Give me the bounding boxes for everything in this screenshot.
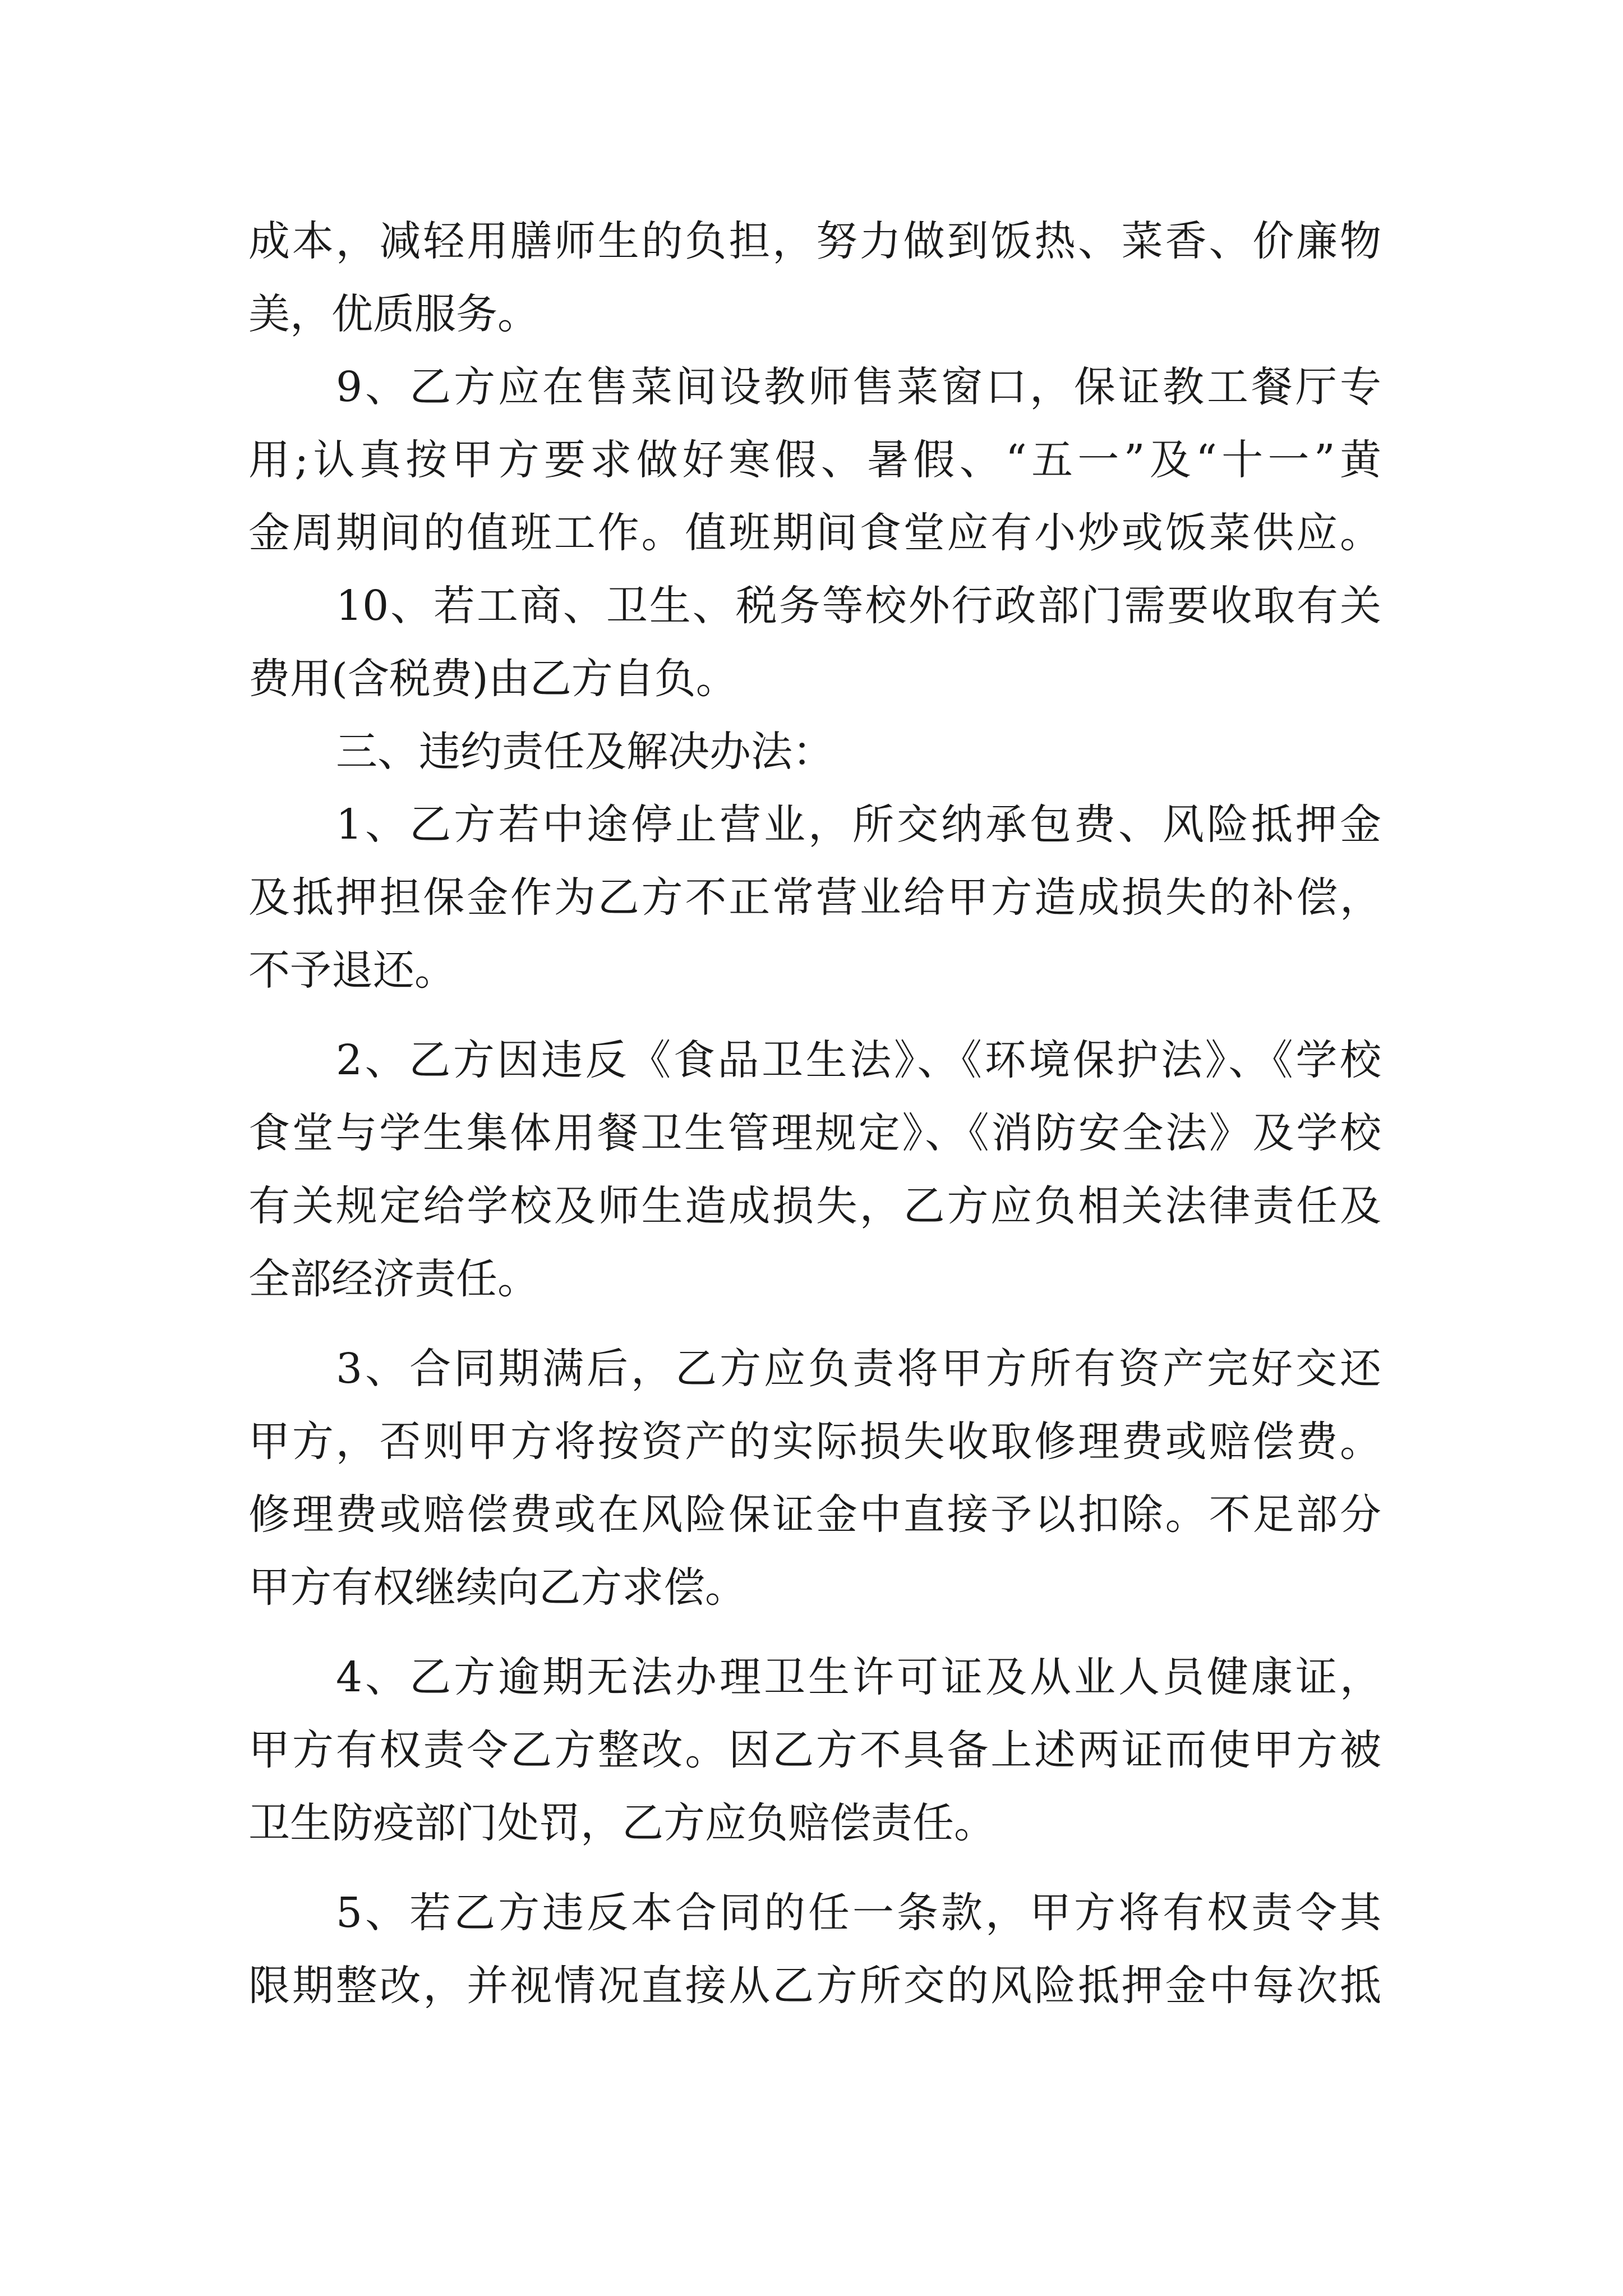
text-line: 甲方有权责令乙方整改。因乙方不具备上述两证而使甲方被 [248, 1726, 1381, 1774]
text-line: 用;认真按甲方要求做好寒假、暑假、“五一”及“十一”黄 [248, 436, 1381, 484]
text-line: 卫生防疫部门处罚，乙方应负赔偿责任。 [248, 1799, 995, 1847]
text-line: 甲方，否则甲方将按资产的实际损失收取修理费或赔偿费。 [248, 1418, 1381, 1466]
text-line: 9、乙方应在售菜间设教师售菜窗口，保证教工餐厅专 [336, 363, 1381, 411]
text-line: 费用(含税费)由乙方自负。 [248, 655, 737, 703]
text-line: 2、乙方因违反《食品卫生法》、《环境保护法》、《学校 [336, 1036, 1381, 1084]
text-line: 甲方有权继续向乙方求偿。 [248, 1563, 746, 1612]
text-line: 成本，减轻用膳师生的负担，努力做到饭热、菜香、价廉物 [248, 217, 1381, 265]
text-line: 限期整改，并视情况直接从乙方所交的风险抵押金中每次抵 [248, 1962, 1381, 2010]
text-line: 不予退还。 [248, 946, 456, 995]
text-line: 4、乙方逾期无法办理卫生许可证及从业人员健康证， [336, 1653, 1381, 1701]
text-line: 10、若工商、卫生、税务等校外行政部门需要收取有关 [336, 582, 1381, 630]
text-line: 美，优质服务。 [248, 290, 539, 338]
text-line: 5、若乙方违反本合同的任一条款，甲方将有权责令其 [336, 1889, 1381, 1937]
text-line: 食堂与学生集体用餐卫生管理规定》、《消防安全法》及学校 [248, 1109, 1381, 1157]
text-line: 及抵押担保金作为乙方不正常营业给甲方造成损失的补偿， [248, 873, 1381, 922]
text-line: 修理费或赔偿费或在风险保证金中直接予以扣除。不足部分 [248, 1490, 1381, 1539]
text-line: 全部经济责任。 [248, 1255, 539, 1303]
text-line: 有关规定给学校及师生造成损失，乙方应负相关法律责任及 [248, 1182, 1381, 1230]
text-line: 金周期间的值班工作。值班期间食堂应有小炒或饭菜供应。 [248, 509, 1381, 557]
text-line: 3、合同期满后，乙方应负责将甲方所有资产完好交还 [336, 1345, 1381, 1393]
section-heading: 三、违约责任及解决办法： [336, 728, 834, 776]
text-line: 1、乙方若中途停止营业，所交纳承包费、风险抵押金 [336, 800, 1381, 849]
